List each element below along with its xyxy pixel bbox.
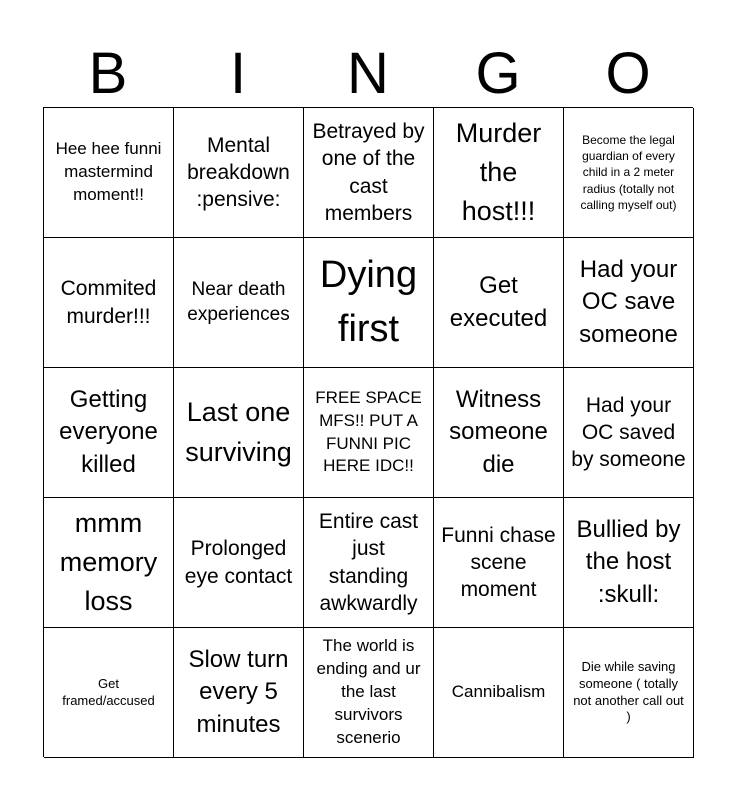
- bingo-cell-r3-c5[interactable]: [564, 368, 694, 498]
- cell-text: Bullied by the host :skull:: [576, 515, 681, 608]
- bingo-cell-r1-c3[interactable]: [304, 108, 434, 238]
- cell-text: Commited murder!!!: [60, 277, 157, 328]
- cell-text: Had your OC saved by someone: [571, 393, 686, 472]
- header-letter-n: N: [347, 41, 389, 106]
- cell-text: Slow turn every 5 minutes: [188, 645, 289, 738]
- cell-text: Betrayed by one of the cast members: [312, 119, 425, 225]
- cell-text: Entire cast just standing awkwardly: [318, 509, 419, 615]
- bingo-cell-r4-c2[interactable]: [174, 498, 304, 628]
- bingo-cell-r3-c1[interactable]: [44, 368, 174, 498]
- header-letter-b: B: [88, 41, 128, 106]
- bingo-cell-r3-c4[interactable]: [434, 368, 564, 498]
- cell-text: Die while saving someone ( totally not another call out ): [573, 658, 684, 725]
- bingo-cell-r2-c3[interactable]: [304, 238, 434, 368]
- bingo-cell-r3-c3-free-space[interactable]: [304, 368, 434, 498]
- bingo-cell-r4-c5[interactable]: [564, 498, 694, 628]
- bingo-cell-r2-c1[interactable]: [44, 238, 174, 368]
- cell-text: Last one surviving: [185, 397, 292, 467]
- bingo-cell-r3-c2[interactable]: [174, 368, 304, 498]
- bingo-cell-r5-c3[interactable]: [304, 628, 434, 758]
- cell-text: Witness someone die: [449, 385, 548, 478]
- cell-text: Had your OC save someone: [579, 255, 678, 348]
- cell-text: Funni chase scene moment: [441, 523, 556, 602]
- cell-text: Getting everyone killed: [59, 385, 158, 478]
- bingo-cell-r5-c5[interactable]: [564, 628, 694, 758]
- header-letter-g: G: [475, 41, 521, 106]
- cell-text: Dying first: [319, 254, 418, 350]
- bingo-cell-r4-c1[interactable]: [44, 498, 174, 628]
- bingo-board: [43, 107, 693, 757]
- bingo-cell-r4-c4[interactable]: [434, 498, 564, 628]
- header-letter-o: O: [605, 41, 651, 106]
- bingo-cell-r4-c3[interactable]: [304, 498, 434, 628]
- cell-text: Get framed/accused: [62, 675, 155, 708]
- bingo-cell-r5-c2[interactable]: [174, 628, 304, 758]
- cell-text: FREE SPACE MFS!! PUT A FUNNI PIC HERE IDC!!: [315, 387, 422, 476]
- cell-text: Near death experiences: [187, 278, 290, 325]
- cell-text: Cannibalism: [451, 682, 546, 702]
- cell-text: mmm memory loss: [59, 507, 158, 617]
- bingo-cell-r2-c2[interactable]: [174, 238, 304, 368]
- bingo-header: [43, 40, 693, 108]
- bingo-cell-r1-c2[interactable]: [174, 108, 304, 238]
- cell-text: The world is ending and ur the last survivors scenerio: [316, 636, 421, 747]
- cell-text: Prolonged eye contact: [184, 537, 293, 588]
- cell-text: Hee hee funni mastermind moment!!: [55, 139, 162, 204]
- bingo-cell-r2-c5[interactable]: [564, 238, 694, 368]
- cell-text: Murder the host!!!: [455, 117, 542, 227]
- bingo-cell-r1-c5[interactable]: [564, 108, 694, 238]
- bingo-cell-r5-c1[interactable]: [44, 628, 174, 758]
- cell-text: Get executed: [449, 272, 548, 332]
- header-letter-i: I: [229, 41, 247, 106]
- bingo-cell-r1-c1[interactable]: [44, 108, 174, 238]
- bingo-cell-r2-c4[interactable]: [434, 238, 564, 368]
- cell-text: Become the legal guardian of every child in a 2 meter radius (totally not calling myself out): [580, 133, 677, 212]
- cell-text: Mental breakdown :pensive:: [187, 133, 290, 212]
- bingo-cell-r5-c4[interactable]: [434, 628, 564, 758]
- bingo-cell-r1-c4[interactable]: [434, 108, 564, 238]
